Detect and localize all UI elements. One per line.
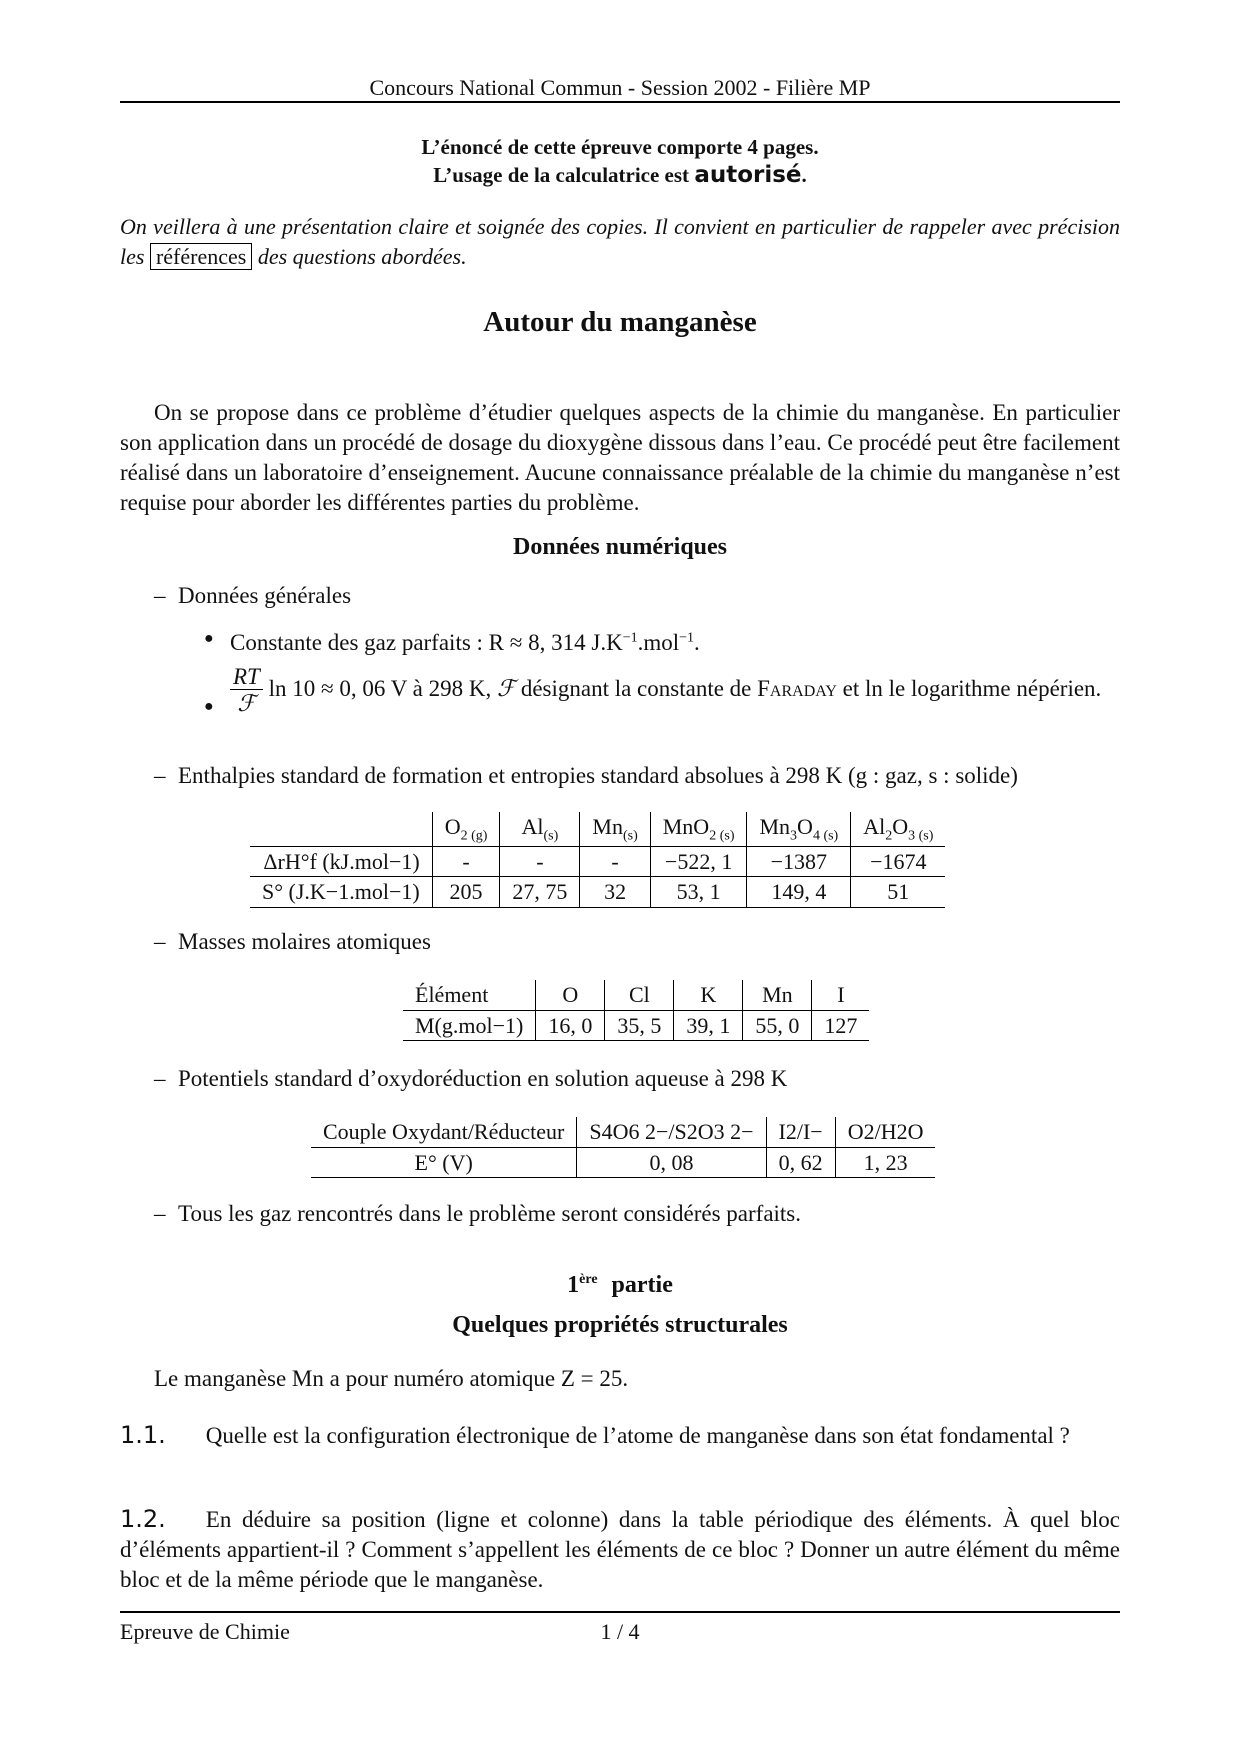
faraday-name: Faraday bbox=[757, 676, 837, 702]
intro-paragraph: On se propose dans ce problème d’étudier quelques aspects de la chimie du manganèse. En particulier son application dans un procédé de dosage du dioxygène dissous dans l’eau. Ce procédé peut être facilement réalisé dans un laboratoire d’enseignement. Aucune connaissance préalable de la chimie du manganèse n’est requise pour aborder les différentes parties du problème. bbox=[120, 400, 1120, 515]
instructions-text: On veillera à une présentation claire et soignée des copies. Il convient en particulier de rappeler avec précision les bbox=[120, 214, 1120, 270]
question-1-1 bbox=[120, 1420, 1120, 1451]
table-cell: −1674 bbox=[851, 846, 946, 877]
couple-cell: O2/H2O bbox=[835, 1117, 935, 1147]
exponent: −1 bbox=[622, 630, 638, 646]
general-data-label: Données générales bbox=[178, 583, 352, 608]
faraday-text-end: et ln le logarithme népérien. bbox=[842, 676, 1102, 702]
entropy-row-label: S° (J.K−1.mol−1) bbox=[250, 877, 432, 908]
notice-line-2-text: L’usage de la calculatrice est bbox=[433, 163, 690, 188]
table-cell: 27, 75 bbox=[500, 877, 580, 908]
potentials-label: Potentiels standard d’oxydoréduction en solution aqueuse à 298 K bbox=[178, 1066, 788, 1091]
enthalpy-label: Enthalpies standard de formation et entropies standard absolues à 298 K (g : gaz, s : solide) bbox=[178, 763, 1018, 788]
species-al2o3: $Al_2O_{3 (s)}$ bbox=[851, 812, 946, 846]
element-header: Élément bbox=[403, 980, 536, 1010]
enthalpy-row bbox=[250, 846, 945, 877]
notice-line-1: L’énoncé de cette épreuve comporte 4 pages. bbox=[421, 135, 819, 159]
faraday-item bbox=[204, 664, 1120, 718]
bullet-icon: ● bbox=[204, 698, 214, 715]
table-cell: −522, 1 bbox=[650, 846, 747, 877]
table-cell: 32 bbox=[580, 877, 650, 908]
general-data-item bbox=[154, 582, 1120, 611]
thermo-table bbox=[250, 812, 945, 908]
ln10-formula: ln 10 ≈ 0, 06 V à 298 K, bbox=[268, 676, 492, 702]
footer-left: Epreuve de Chimie bbox=[120, 1619, 290, 1644]
fraction-denominator: ℱ bbox=[237, 691, 256, 717]
table-cell: 35, 5 bbox=[605, 1010, 674, 1041]
footer-rule bbox=[120, 1611, 1120, 1613]
gases-item bbox=[154, 1200, 1120, 1229]
part-sup: ère bbox=[579, 1272, 598, 1287]
table-cell: −1387 bbox=[747, 846, 851, 877]
enthalpy-item bbox=[154, 762, 1120, 791]
entropy-row bbox=[250, 877, 945, 908]
table-cell: 1, 23 bbox=[835, 1147, 935, 1178]
molar-mass-row-label: M(g.mol−1) bbox=[403, 1010, 536, 1041]
gases-note: Tous les gaz rencontrés dans le problème seront considérés parfaits. bbox=[178, 1201, 802, 1226]
notice-emphasis: autorisé bbox=[694, 162, 802, 189]
notice-block bbox=[120, 134, 1120, 191]
potentials-row bbox=[311, 1147, 935, 1178]
table-cell: 53, 1 bbox=[650, 877, 747, 908]
part-heading bbox=[120, 1270, 1120, 1300]
exam-page bbox=[120, 0, 1120, 1754]
molar-mass-item bbox=[154, 928, 1120, 957]
species-al: $Al_{(s)}$ bbox=[500, 812, 580, 846]
potentials-header-row bbox=[311, 1117, 935, 1147]
element-cell: Cl bbox=[605, 980, 674, 1010]
potentials-item bbox=[154, 1065, 1120, 1094]
gas-constant-formula: R ≈ 8, 314 J.K bbox=[488, 630, 623, 655]
gas-constant-item bbox=[204, 629, 1120, 658]
table-cell: - bbox=[432, 846, 500, 877]
species-o2: $O_{2 (g)}$ bbox=[432, 812, 500, 846]
table-cell: 127 bbox=[812, 1010, 870, 1041]
faraday-symbol: ℱ bbox=[496, 676, 516, 702]
question-text: Quelle est la configuration électronique de l’atome de manganèse dans son état fondamental ? bbox=[205, 1423, 1070, 1448]
table-cell: 16, 0 bbox=[536, 1010, 605, 1041]
element-cell: K bbox=[674, 980, 743, 1010]
species-mn: $Mn_{(s)}$ bbox=[580, 812, 650, 846]
instructions bbox=[120, 212, 1120, 273]
table-cell: 0, 62 bbox=[766, 1147, 835, 1178]
couple-header: Couple Oxydant/Réducteur bbox=[311, 1117, 577, 1147]
running-header: Concours National Commun - Session 2002 - Filière MP bbox=[369, 75, 871, 100]
species-mn3o4: $Mn_3O_{4 (s)}$ bbox=[747, 812, 851, 846]
question-1-2 bbox=[120, 1504, 1120, 1595]
question-text: En déduire sa position (ligne et colonne) dans la table périodique des éléments. À quel bloc d’éléments appartient-il ? Comment s’appellent les éléments de ce bloc ? Donner un autre élément du même bloc et de la même période que le manganèse. bbox=[120, 1507, 1120, 1593]
table-cell: 39, 1 bbox=[674, 1010, 743, 1041]
period: . bbox=[694, 630, 700, 655]
part-number: 1 bbox=[567, 1272, 580, 1298]
instructions-end: des questions abordées. bbox=[257, 244, 467, 270]
problem-title: Autour du manganèse bbox=[483, 306, 757, 338]
element-cell: I bbox=[812, 980, 870, 1010]
question-number: 1.2. bbox=[120, 1505, 166, 1533]
enthalpy-row-label: ΔrH°f (kJ.mol−1) bbox=[263, 848, 420, 874]
question-number: 1.1. bbox=[120, 1421, 166, 1449]
boxed-word: références bbox=[150, 243, 252, 270]
couple-cell: S4O6 2−/S2O3 2− bbox=[577, 1117, 766, 1147]
header-rule bbox=[120, 101, 1120, 103]
thermo-header-row bbox=[250, 812, 945, 846]
fraction-numerator: RT bbox=[230, 664, 263, 690]
data-heading: Données numériques bbox=[512, 534, 728, 560]
potentials-row-label: E° (V) bbox=[311, 1147, 577, 1178]
part-title: Quelques propriétés structurales bbox=[452, 1312, 788, 1338]
exponent: −1 bbox=[679, 630, 695, 646]
molar-mass-header-row bbox=[403, 980, 869, 1010]
potentials-table bbox=[311, 1117, 935, 1178]
mn-intro: Le manganèse Mn a pour numéro atomique Z = 25. bbox=[154, 1366, 629, 1391]
table-cell: - bbox=[580, 846, 650, 877]
molar-mass-table bbox=[403, 980, 869, 1041]
table-cell: 149, 4 bbox=[747, 877, 851, 908]
empty-cell bbox=[250, 812, 432, 846]
notice-line-2 bbox=[120, 161, 1120, 191]
couple-cell: I2/I− bbox=[766, 1117, 835, 1147]
table-cell: 51 bbox=[851, 877, 946, 908]
notice-period: . bbox=[801, 163, 807, 188]
molar-mass-row bbox=[403, 1010, 869, 1041]
table-cell: - bbox=[500, 846, 580, 877]
part-word: partie bbox=[611, 1272, 673, 1298]
page-number: 1 / 4 bbox=[600, 1619, 640, 1644]
species-mno2: MnO$_{2 (s)}$ bbox=[650, 812, 747, 846]
element-cell: O bbox=[536, 980, 605, 1010]
bullet-icon: ● bbox=[204, 630, 214, 647]
faraday-text: désignant la constante de bbox=[520, 676, 752, 702]
table-cell: 205 bbox=[432, 877, 500, 908]
gas-constant-label: Constante des gaz parfaits : bbox=[230, 630, 483, 655]
unit-mol: .mol bbox=[637, 630, 680, 655]
table-cell: 55, 0 bbox=[743, 1010, 812, 1041]
molar-mass-label: Masses molaires atomiques bbox=[178, 929, 431, 954]
table-cell: 0, 08 bbox=[577, 1147, 766, 1178]
rt-over-f-fraction bbox=[230, 664, 263, 718]
element-cell: Mn bbox=[743, 980, 812, 1010]
